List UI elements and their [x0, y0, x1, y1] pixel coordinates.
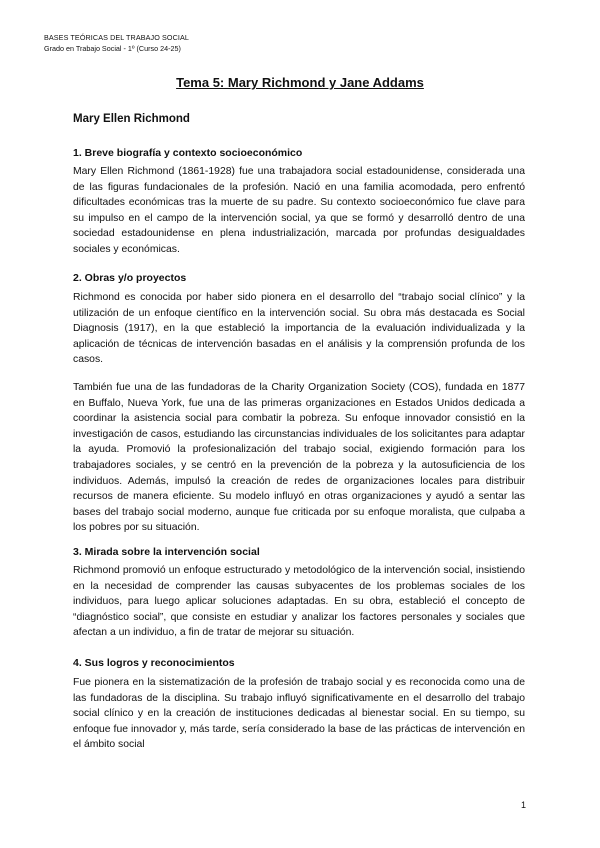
section-heading: 3. Mirada sobre la intervención social [73, 546, 260, 558]
paragraph: Richmond es conocida por haber sido pionera en el desarrollo del “trabajo social clínico” y la utilización de un enfoque científico en la intervención social. Su obra más destacada es Social Diagnosis (1917), en la que estableció la importancia de la evaluación individualizada y la aplicación de técnicas de intervención basadas en el análisis y la comprensión profunda de los casos. [73, 292, 525, 366]
paragraph: Mary Ellen Richmond (1861-1928) fue una trabajadora social estadounidense, considerada una de las figuras fundacionales de la profesión. Nació en una familia acomodada, pero enfrentó dificultades económicas tras la muerte de su padre. Su contexto socioeconómico fue clave para su impulso en el campo de la intervención social, ya que se formó y desarrolló dentro de una sociedad estadounidense en plena industrialización, marcada por profundas desigualdades sociales y económicas. [73, 166, 525, 255]
header-degree: Grado en Trabajo Social - 1º (Curso 24-25) [44, 44, 181, 53]
header-course: BASES TEÓRICAS DEL TRABAJO SOCIAL [44, 33, 189, 42]
paragraph: Richmond promovió un enfoque estructurado y metodológico de la intervención social, insistiendo en la necesidad de comprender las causas subyacentes de los problemas sociales de los individuos, para luego aplicar soluciones adaptadas. En su obra, estableció el concepto de “diagnóstico social”, que consiste en estudiar y analizar los factores personales y sociales que afectan a un individuo, a fin de tratar de mejorar su situación. [73, 565, 525, 639]
section-heading: 1. Breve biografía y contexto socioeconómico [73, 147, 303, 159]
section-heading: 2. Obras y/o proyectos [73, 272, 187, 284]
paragraph: Fue pionera en la sistematización de la profesión de trabajo social y es reconocida como una de las fundadoras de la disciplina. Su trabajo influyó significativamente en el desarrollo del trabajo social clínico y en la creación de instituciones dedicadas al bienestar social. En su tiempo, su enfoque fue innovador y, más tarde, sería considerado la base de las prácticas de intervención en el ámbito social [73, 677, 525, 751]
paragraph: También fue una de las fundadoras de la Charity Organization Society (COS), fundada en 1877 en Buffalo, Nueva York, fue una de las primeras organizaciones en Estados Unidos dedicada a coordinar la asistencia social para combatir la pobreza. Su enfoque innovador consistió en la investigación de casos, estudiando las circunstancias individuales de los solicitantes para adaptar la ayuda. Promovió la profesionalización del trabajo social, exigiendo formación para los trabajadores sociales, y se centró en la prevención de la pobreza y la autosuficiencia de los individuos. Además, impulsó la creación de redes de organizaciones locales para distribuir recursos de manera eficiente. Su modelo influyó en otras organizaciones y ayudó a sentar las bases del trabajo social moderno, aunque fue criticada por su enfoque moralista, que culpaba a los pobres por su situación. [73, 382, 525, 534]
page-title: Tema 5: Mary Richmond y Jane Addams [176, 75, 424, 90]
subject-name: Mary Ellen Richmond [73, 113, 190, 125]
page-number: 1 [521, 800, 527, 810]
section-heading: 4. Sus logros y reconocimientos [73, 657, 235, 669]
